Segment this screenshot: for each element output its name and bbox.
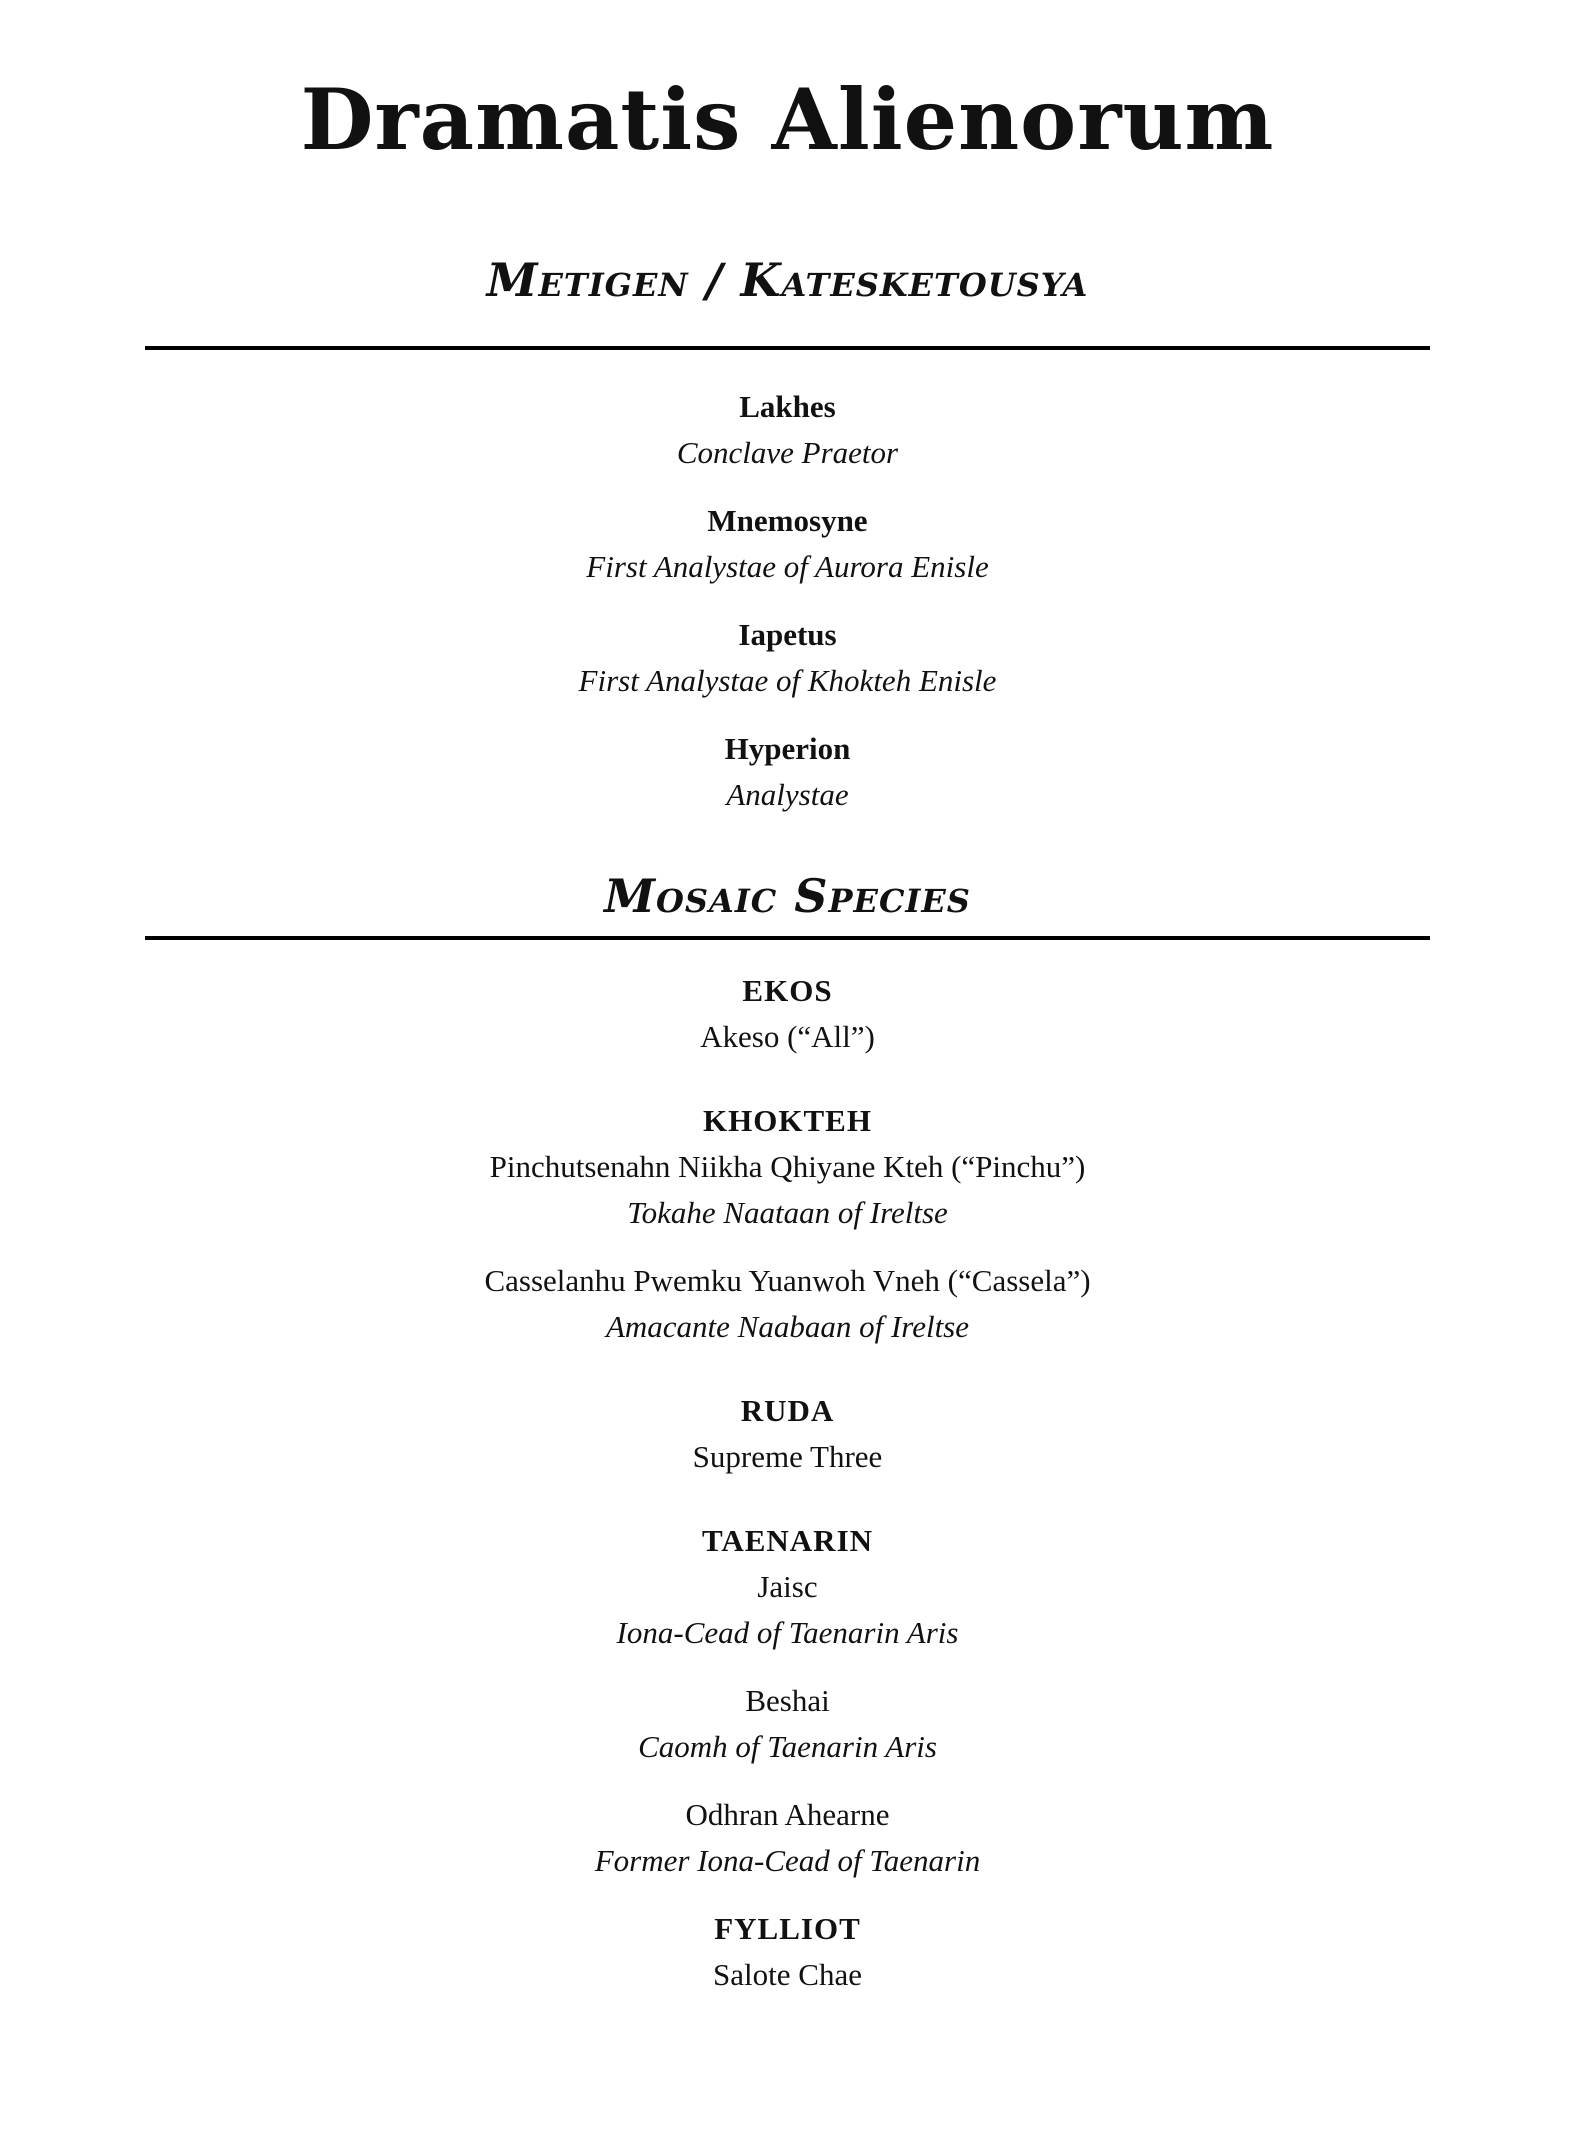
section-divider bbox=[145, 936, 1430, 940]
species-name: RUDA bbox=[740, 1393, 835, 1428]
species-name: FYLLIOT bbox=[714, 1911, 861, 1946]
page-title: Dramatis Alienorum bbox=[300, 70, 1275, 169]
character-role: Former Iona-Cead of Taenarin bbox=[594, 1843, 981, 1878]
species-group-ekos bbox=[0, 968, 1575, 1060]
character-role: Iona-Cead of Taenarin Aris bbox=[616, 1615, 959, 1650]
character-role: Amacante Naabaan of Ireltse bbox=[605, 1309, 970, 1344]
cast-entry bbox=[0, 726, 1575, 818]
character-name: Lakhes bbox=[739, 389, 836, 424]
species-group-ruda bbox=[0, 1388, 1575, 1480]
species-group-taenarin bbox=[0, 1518, 1575, 1884]
character-role: Caomh of Taenarin Aris bbox=[638, 1729, 937, 1764]
character-role: First Analystae of Khokteh Enisle bbox=[578, 663, 997, 698]
species-name: KHOKTEH bbox=[703, 1103, 872, 1138]
mosaic-species-list bbox=[0, 968, 1575, 1998]
cast-entry bbox=[0, 612, 1575, 704]
character-name: Mnemosyne bbox=[707, 503, 868, 538]
species-name: EKOS bbox=[742, 973, 833, 1008]
character-name: Akeso (“All”) bbox=[700, 1019, 875, 1054]
section-heading-metigen: Metigen / Katesketousya bbox=[486, 253, 1089, 307]
section-divider bbox=[145, 346, 1430, 350]
character-role: Tokahe Naataan of Ireltse bbox=[627, 1195, 948, 1230]
character-name: Pinchutsenahn Niikha Qhiyane Kteh (“Pinchu”) bbox=[489, 1149, 1086, 1184]
metigen-cast-list bbox=[0, 384, 1575, 818]
character-role: Analystae bbox=[726, 777, 849, 812]
species-group-khokteh bbox=[0, 1098, 1575, 1350]
species-group-fylliot bbox=[0, 1906, 1575, 1998]
character-name: Hyperion bbox=[724, 731, 851, 766]
character-name: Beshai bbox=[745, 1683, 830, 1718]
character-name: Iapetus bbox=[738, 617, 837, 652]
species-name: TAENARIN bbox=[701, 1523, 874, 1558]
character-role: First Analystae of Aurora Enisle bbox=[586, 549, 989, 584]
character-name: Casselanhu Pwemku Yuanwoh Vneh (“Cassela”) bbox=[484, 1263, 1091, 1298]
character-name: Salote Chae bbox=[713, 1957, 862, 1992]
cast-entry bbox=[0, 384, 1575, 476]
character-name: Jaisc bbox=[757, 1569, 818, 1604]
section-heading-mosaic-species: Mosaic Species bbox=[604, 869, 971, 923]
character-role: Conclave Praetor bbox=[676, 435, 899, 470]
character-name: Odhran Ahearne bbox=[685, 1797, 890, 1832]
cast-entry bbox=[0, 498, 1575, 590]
character-name: Supreme Three bbox=[692, 1439, 883, 1474]
